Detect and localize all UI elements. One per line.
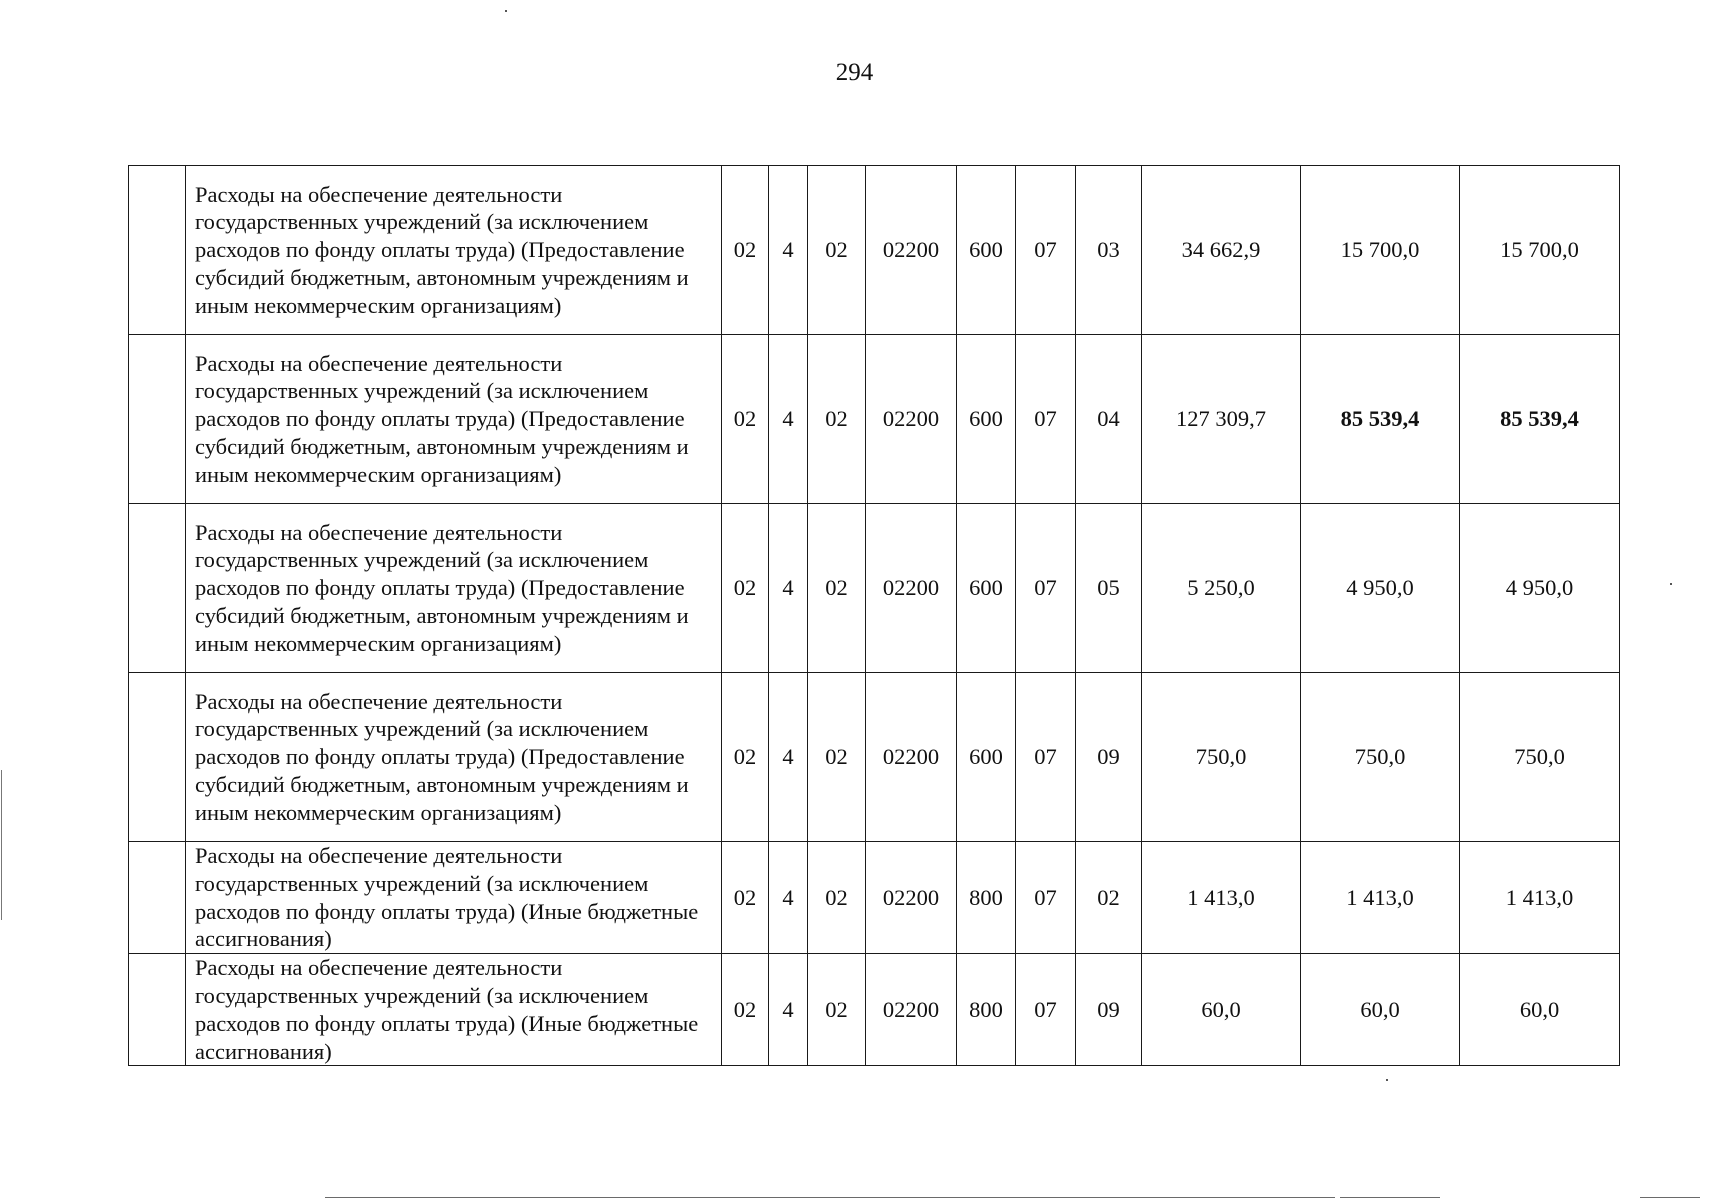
- page-number: 294: [835, 59, 874, 86]
- expense-description: Расходы на обеспечение деятельности государственных учреждений (за исключением расходов по фонду оплаты труда) (Предоставление субсидий бюджетным, автономным учреждениям и иным некоммерческим организациям): [186, 166, 722, 335]
- table-row: [129, 842, 1620, 954]
- amount-cell: 85 539,4: [1460, 335, 1620, 504]
- code-cell: 600: [957, 166, 1016, 335]
- code-cell: 4: [769, 842, 808, 954]
- code-cell: 02: [722, 673, 769, 842]
- amount-cell: 4 950,0: [1301, 504, 1460, 673]
- code-cell: 07: [1016, 504, 1076, 673]
- row-number-cell: [129, 842, 186, 954]
- code-cell: 02200: [866, 673, 957, 842]
- code-cell: 07: [1016, 335, 1076, 504]
- amount-cell: 127 309,7: [1142, 335, 1301, 504]
- expense-description: Расходы на обеспечение деятельности государственных учреждений (за исключением расходов по фонду оплаты труда) (Предоставление субсидий бюджетным, автономным учреждениям и иным некоммерческим организациям): [186, 335, 722, 504]
- table-row: [129, 673, 1620, 842]
- amount-cell: 15 700,0: [1460, 166, 1620, 335]
- code-cell: 02: [808, 842, 866, 954]
- code-cell: 02: [1076, 842, 1142, 954]
- amount-cell: 15 700,0: [1301, 166, 1460, 335]
- amount-cell: 60,0: [1460, 954, 1620, 1066]
- code-cell: 800: [957, 954, 1016, 1066]
- code-cell: 02: [808, 673, 866, 842]
- code-cell: 4: [769, 504, 808, 673]
- code-cell: 09: [1076, 673, 1142, 842]
- code-cell: 02: [722, 166, 769, 335]
- table-row: [129, 504, 1620, 673]
- amount-cell: 85 539,4: [1301, 335, 1460, 504]
- amount-cell: 1 413,0: [1301, 842, 1460, 954]
- row-number-cell: [129, 673, 186, 842]
- amount-cell: 4 950,0: [1460, 504, 1620, 673]
- code-cell: 4: [769, 166, 808, 335]
- code-cell: 07: [1016, 842, 1076, 954]
- code-cell: 600: [957, 504, 1016, 673]
- row-number-cell: [129, 166, 186, 335]
- code-cell: 02: [808, 504, 866, 673]
- code-cell: 800: [957, 842, 1016, 954]
- code-cell: 600: [957, 335, 1016, 504]
- amount-cell: 750,0: [1460, 673, 1620, 842]
- expense-description: Расходы на обеспечение деятельности государственных учреждений (за исключением расходов по фонду оплаты труда) (Предоставление субсидий бюджетным, автономным учреждениям и иным некоммерческим организациям): [186, 504, 722, 673]
- code-cell: 07: [1016, 673, 1076, 842]
- table-row: [129, 954, 1620, 1066]
- scan-speck: [505, 10, 507, 12]
- code-cell: 03: [1076, 166, 1142, 335]
- code-cell: 04: [1076, 335, 1142, 504]
- code-cell: 02200: [866, 166, 957, 335]
- amount-cell: 750,0: [1142, 673, 1301, 842]
- code-cell: 02200: [866, 504, 957, 673]
- row-number-cell: [129, 335, 186, 504]
- code-cell: 07: [1016, 954, 1076, 1066]
- code-cell: 02200: [866, 335, 957, 504]
- amount-cell: 1 413,0: [1460, 842, 1620, 954]
- code-cell: 4: [769, 673, 808, 842]
- scan-speck: [1670, 583, 1672, 585]
- scan-speck: [1386, 1079, 1388, 1081]
- row-number-cell: [129, 504, 186, 673]
- amount-cell: 5 250,0: [1142, 504, 1301, 673]
- code-cell: 05: [1076, 504, 1142, 673]
- code-cell: 02: [808, 166, 866, 335]
- amount-cell: 60,0: [1142, 954, 1301, 1066]
- code-cell: 02: [722, 842, 769, 954]
- scan-footer-line: [1640, 1197, 1700, 1198]
- code-cell: 07: [1016, 166, 1076, 335]
- scan-footer-line: [325, 1197, 1335, 1198]
- code-cell: 02200: [866, 842, 957, 954]
- table-row: [129, 335, 1620, 504]
- code-cell: 02: [722, 954, 769, 1066]
- code-cell: 600: [957, 673, 1016, 842]
- code-cell: 02: [808, 954, 866, 1066]
- expense-description: Расходы на обеспечение деятельности государственных учреждений (за исключением расходов по фонду оплаты труда) (Иные бюджетные ассигнования): [186, 842, 722, 954]
- row-number-cell: [129, 954, 186, 1066]
- code-cell: 4: [769, 335, 808, 504]
- code-cell: 02: [808, 335, 866, 504]
- code-cell: 09: [1076, 954, 1142, 1066]
- expense-description: Расходы на обеспечение деятельности государственных учреждений (за исключением расходов по фонду оплаты труда) (Предоставление субсидий бюджетным, автономным учреждениям и иным некоммерческим организациям): [186, 673, 722, 842]
- scan-footer-line: [1340, 1197, 1440, 1198]
- code-cell: 02200: [866, 954, 957, 1066]
- amount-cell: 60,0: [1301, 954, 1460, 1066]
- amount-cell: 34 662,9: [1142, 166, 1301, 335]
- code-cell: 02: [722, 504, 769, 673]
- code-cell: 02: [722, 335, 769, 504]
- code-cell: 4: [769, 954, 808, 1066]
- table-row: [129, 166, 1620, 335]
- scan-edge-line: [1, 770, 2, 920]
- amount-cell: 1 413,0: [1142, 842, 1301, 954]
- expense-description: Расходы на обеспечение деятельности государственных учреждений (за исключением расходов по фонду оплаты труда) (Иные бюджетные ассигнования): [186, 954, 722, 1066]
- amount-cell: 750,0: [1301, 673, 1460, 842]
- budget-table: [128, 165, 1620, 1066]
